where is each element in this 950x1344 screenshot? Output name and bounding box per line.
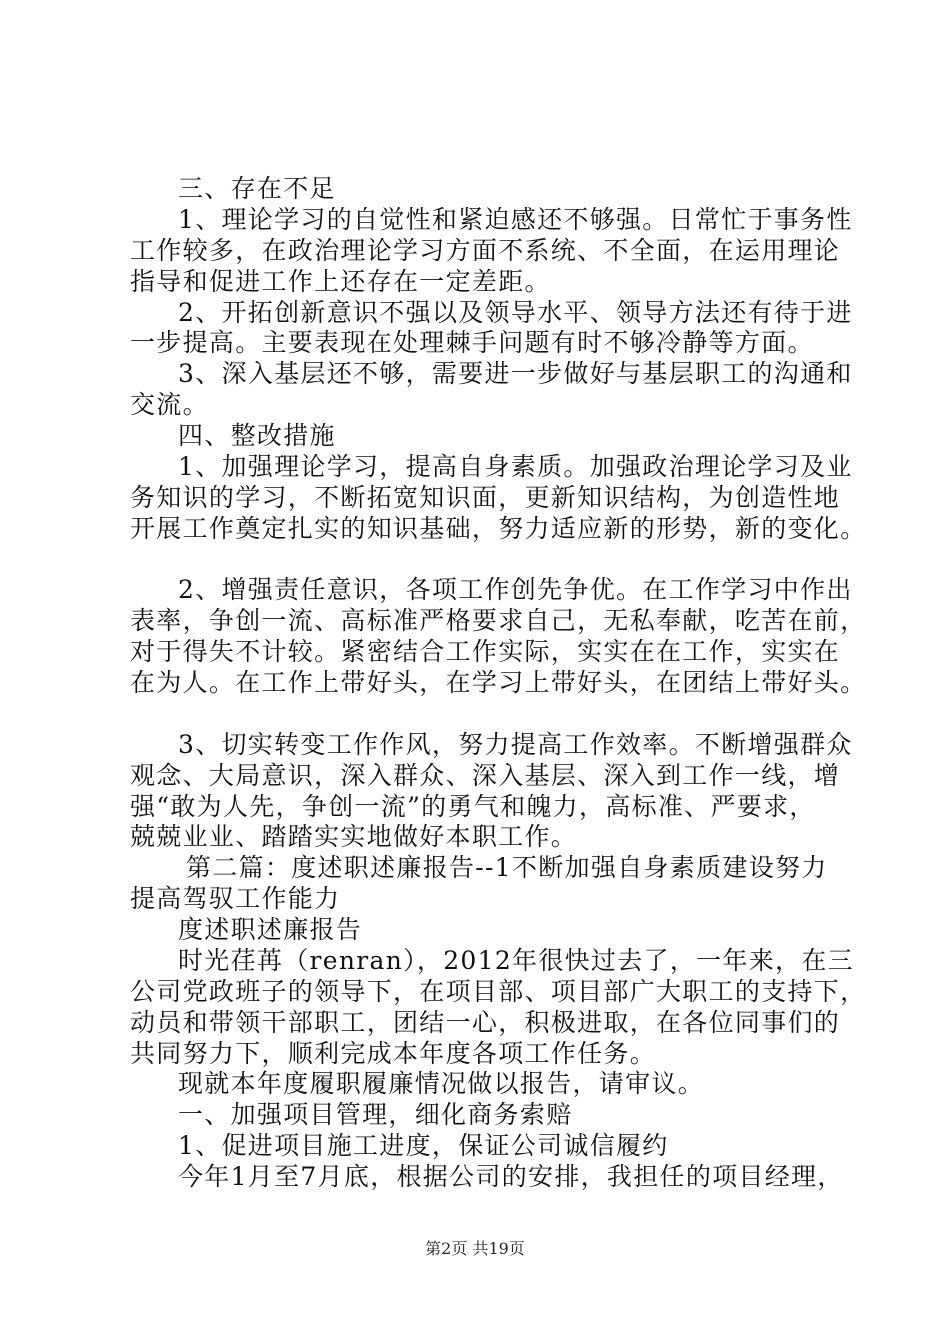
text-line: 2、增强责任意识，各项工作创先争优。在工作学习中作出 xyxy=(178,575,853,604)
text-line: 一步提高。主要表现在处理棘手问题有时不够冷静等方面。 xyxy=(130,328,814,357)
text-line: 务知识的学习，不断拓宽知识面，更新知识结构，为创造性地 xyxy=(130,483,841,512)
text-line: 开展工作奠定扎实的知识基础，努力适应新的形势，新的变化。 xyxy=(130,514,867,543)
text-line: 四、整改措施 xyxy=(178,421,336,450)
text-line: 三、存在不足 xyxy=(178,174,336,203)
text-line: 一、加强项目管理，细化商务索赔 xyxy=(178,1100,573,1129)
page-number: 第2页 共19页 xyxy=(425,1239,525,1258)
text-line: 动员和带领干部职工，团结一心，积极进取，在各位同事们的 xyxy=(130,1008,841,1037)
text-line: 今年1月至7月底，根据公司的安排，我担任的项目经理， xyxy=(178,1162,844,1191)
text-line: 共同努力下，顺利完成本年度各项工作任务。 xyxy=(130,1039,657,1068)
text-line: 对于得失不计较。紧密结合工作实际，实实在在工作，实实在 xyxy=(130,637,841,666)
report-title: 度述职述廉报告 xyxy=(178,915,363,944)
text-line: 强“敢为人先，争创一流”的勇气和魄力，高标准、严要求， xyxy=(130,792,816,821)
text-line: 表率，争创一流、高标准严格要求自己，无私奉献，吃苦在前， xyxy=(130,606,867,635)
text-line: 指导和促进工作上还存在一定差距。 xyxy=(130,267,551,296)
page-footer xyxy=(0,1238,950,1260)
text-line: 1、理论学习的自觉性和紧迫感还不够强。日常忙于事务性 xyxy=(178,205,853,234)
text-line: 在为人。在工作上带好头，在学习上带好头，在团结上带好头。 xyxy=(130,668,867,697)
text-line: 公司党政班子的领导下，在项目部、项目部广大职工的支持下， xyxy=(130,977,867,1006)
text-line: 观念、大局意识，深入群众、深入基层、深入到工作一线，增 xyxy=(130,761,841,790)
text-line: 工作较多，在政治理论学习方面不系统、不全面，在运用理论 xyxy=(130,236,841,265)
text-line: 1、促进项目施工进度，保证公司诚信履约 xyxy=(178,1131,669,1160)
text-line: 1、加强理论学习，提高自身素质。加强政治理论学习及业 xyxy=(178,452,853,481)
text-line: 时光荏苒（renran），2012年很快过去了，一年来，在三 xyxy=(178,946,854,975)
text-line: 2、开拓创新意识不强以及领导水平、领导方法还有待于进 xyxy=(178,298,853,327)
section-heading: 第二篇：度述职述廉报告--1不断加强自身素质建设努力 xyxy=(186,853,828,882)
text-line: 交流。 xyxy=(130,390,209,419)
text-line: 现就本年度履职履廉情况做以报告，请审议。 xyxy=(178,1069,705,1098)
text-line: 3、深入基层还不够，需要进一步做好与基层职工的沟通和 xyxy=(178,359,853,388)
text-line: 3、切实转变工作作风，努力提高工作效率。不断增强群众 xyxy=(178,730,853,759)
text-line: 兢兢业业、踏踏实实地做好本职工作。 xyxy=(130,822,578,851)
section-heading-cont: 提高驾驭工作能力 xyxy=(130,884,341,913)
